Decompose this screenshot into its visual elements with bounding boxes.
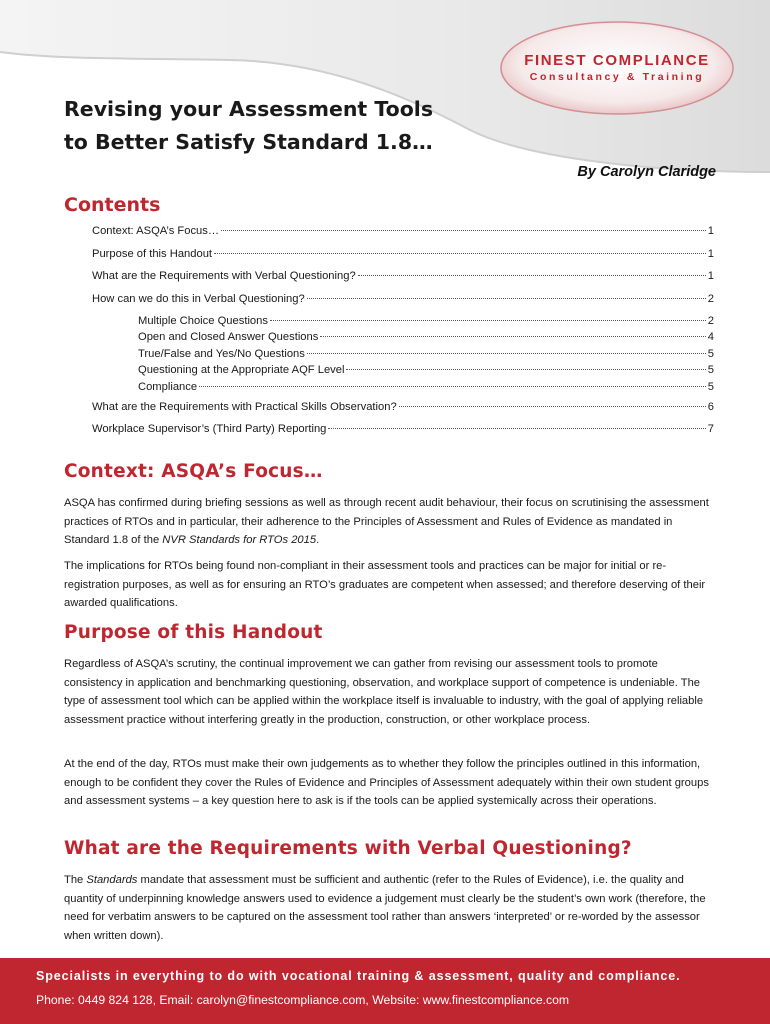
section-heading-purpose: Purpose of this Handout	[64, 622, 323, 643]
toc-entry-page: 2	[707, 293, 714, 305]
logo-text-secondary: Consultancy & Training	[529, 71, 705, 83]
toc-leader-dots	[320, 335, 705, 337]
context-paragraph-1: ASQA has confirmed during briefing sessions as well as through recent audit behaviour, their focus on scrutinising the assessment practices of RTOs and in particular, their adherence to the Principles of Assessment and Rules of Evidence as mandated in Standard 1.8 of the NVR Standards for RTOs 2015.	[64, 497, 709, 546]
toc-entry[interactable]	[138, 315, 714, 331]
toc-entry-label: What are the Requirements with Practical Skills Observation?	[92, 401, 397, 413]
title-line-2: to Better Satisfy Standard 1.8…	[64, 130, 433, 154]
purpose-paragraph-1: Regardless of ASQA’s scrutiny, the continual improvement we can gather from revising our assessment tools to promote consistency in application and benchmarking questioning, observation, and workplace support of competence is undeniable. The type of assessment tool which can be applied within the workplace itself is invaluable to industry, with the goal of applying reliable assessment practice without interfering greatly in the production, construction, or other workplace process.	[64, 658, 704, 726]
contents-heading: Contents	[64, 194, 161, 216]
footer-tagline: Specialists in everything to do with vocational training & assessment, quality and compliance.	[36, 969, 681, 983]
toc-entry[interactable]	[138, 331, 714, 347]
toc-entry[interactable]	[138, 381, 714, 397]
toc-entry[interactable]	[92, 401, 714, 417]
toc-entry-page: 7	[707, 423, 714, 435]
toc-leader-dots	[214, 252, 706, 254]
toc-entry-label: True/False and Yes/No Questions	[138, 348, 305, 360]
toc-entry[interactable]	[138, 364, 714, 380]
toc-entry[interactable]	[138, 348, 714, 364]
purpose-paragraph-2: At the end of the day, RTOs must make their own judgements as to whether they follow the principles outlined in this information, enough to be confident they cover the Rules of Evidence and Principles of Assessment adequately within their own student groups and assessment systems – a key question here to ask is if the tools can be applied systemically across their operations.	[64, 758, 709, 807]
toc-leader-dots	[346, 368, 705, 370]
document-title	[64, 93, 433, 159]
title-line-1: Revising your Assessment Tools	[64, 97, 434, 121]
toc-entry-page: 5	[707, 348, 714, 360]
toc-entry-page: 6	[707, 401, 714, 413]
toc-leader-dots	[358, 274, 706, 276]
toc-entry-label: Open and Closed Answer Questions	[138, 331, 319, 343]
toc-entry-label: Questioning at the Appropriate AQF Level	[138, 364, 345, 376]
toc-entry-page: 1	[707, 225, 714, 237]
section-heading-context: Context: ASQA’s Focus…	[64, 461, 323, 482]
toc-entry-page: 5	[707, 381, 714, 393]
toc-entry[interactable]	[92, 248, 714, 264]
toc-leader-dots	[270, 319, 706, 321]
toc-entry-page: 5	[707, 364, 714, 376]
toc-entry-label: Workplace Supervisor’s (Third Party) Reporting	[92, 423, 327, 435]
toc-leader-dots	[199, 385, 706, 387]
toc-entry-label: Purpose of this Handout	[92, 248, 213, 260]
toc-entry-page: 1	[707, 270, 714, 282]
footer-contact: Phone: 0449 824 128, Email: carolyn@finestcompliance.com, Website: www.finestcompliance.com	[36, 993, 570, 1007]
toc-leader-dots	[307, 297, 706, 299]
toc-entry[interactable]	[92, 293, 714, 309]
toc-entry-label: Context: ASQA’s Focus…	[92, 225, 220, 237]
toc-entry[interactable]	[92, 270, 714, 286]
toc-entry-page: 1	[707, 248, 714, 260]
toc-entry-page: 2	[707, 315, 714, 327]
toc-leader-dots	[328, 427, 705, 429]
toc-entry-label: Compliance	[138, 381, 198, 393]
toc-entry[interactable]	[92, 225, 714, 241]
toc-entry-page: 4	[707, 331, 714, 343]
footer-bar	[0, 958, 770, 1024]
section-heading-verbal-questioning: What are the Requirements with Verbal Questioning?	[64, 838, 632, 859]
verbal-paragraph-1: The Standards mandate that assessment must be sufficient and authentic (refer to the Rules of Evidence), i.e. the quality and quantity of underpinning knowledge answers used to evidence a judgement must clearly be the student’s own work (therefore, the need for verbatim answers to be captured on the assessment tool rather than answers ‘interpreted’ or re-worded by the assessor when written down).	[64, 874, 706, 942]
toc-entry-label: How can we do this in Verbal Questioning?	[92, 293, 305, 305]
context-paragraph-2: The implications for RTOs being found non-compliant in their assessment tools and practices can be major for initial or re-registration purposes, as well as for ensuring an RTO’s graduates are competent when assessed; and therefore deserving of their awarded qualifications.	[64, 560, 706, 609]
toc-leader-dots	[399, 405, 706, 407]
toc-entry-label: Multiple Choice Questions	[138, 315, 268, 327]
toc-entry[interactable]	[92, 423, 714, 439]
toc-entry-label: What are the Requirements with Verbal Questioning?	[92, 270, 356, 282]
author-byline: By Carolyn Claridge	[577, 164, 716, 180]
toc-leader-dots	[307, 352, 706, 354]
toc-leader-dots	[221, 229, 706, 231]
logo-text-primary: FINEST COMPLIANCE	[524, 52, 710, 69]
